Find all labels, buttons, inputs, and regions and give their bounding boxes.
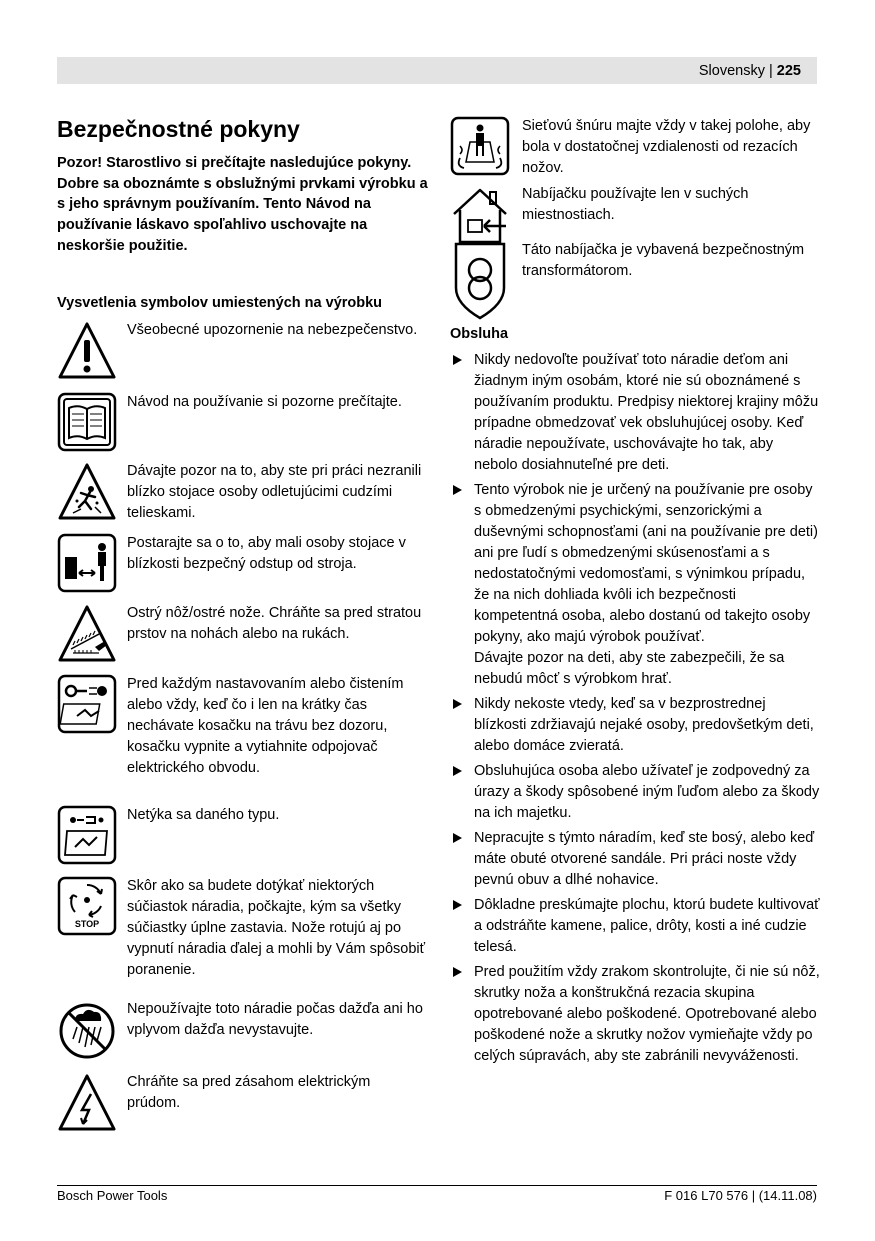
list-item-note: Dávajte pozor na deti, aby ste zabezpečili, že sa nebudú môcť s výrobkom hrať. — [474, 650, 785, 687]
no-rain-icon — [57, 999, 117, 1059]
symbol-text: Nabíjačku používajte len v suchých miestnostiach. — [522, 186, 749, 223]
warning-paragraph: Pozor! Starostlivo si prečítajte nasledujúce pokyny. Dobre sa oboznámte s obslužnými prvkami výrobku a s jeho správnym používaním. Tento Návod na používanie láskavo spoľahlivo uschovajte na neskoršie použitie. — [57, 155, 428, 254]
symbol-text: Návod na používanie si pozorne prečítajte. — [127, 394, 402, 410]
operation-heading: Obsluha — [450, 326, 509, 342]
stop-rotation-icon — [57, 876, 117, 936]
list-item: Pred použitím vždy zrakom skontrolujte, či nie sú nôž, skrutky noža a konštrukčná rezacia skupina opotrebované alebo poškodené. Opotrebované alebo poškodené nože a skrutky nožov vymieňajte vždy po celých súpravách, aby ste zabránili nevyváženosti. — [450, 962, 820, 1067]
bullet-arrow-icon — [453, 355, 462, 365]
bullet-arrow-icon — [453, 485, 462, 495]
symbol-text: Sieťovú šnúru majte vždy v takej polohe, aby bola v dostatočnej vzdialenosti od rezacích nožov. — [522, 118, 811, 176]
symbol-text: Pred každým nastavovaním alebo čistením alebo vždy, keď čo i len na krátky čas nechávate kosačku na trávu bez dozoru, kosačku vypnite a vytiahnite odpojovač elektrického obvodu. — [127, 676, 404, 776]
list-item: Dôkladne preskúmajte plochu, ktorú budete kultivovať a odstráňte kamene, palice, drôty, kosti a iné cudzie telesá. — [450, 895, 820, 958]
operation-list — [450, 350, 820, 1071]
symbol-text: Chráňte sa pred zásahom elektrickým prúdom. — [127, 1074, 371, 1111]
bullet-arrow-icon — [453, 967, 462, 977]
symbol-text: Postarajte sa o to, aby mali osoby stojace v blízkosti bezpečný odstup od stroja. — [127, 535, 406, 572]
general-warning-icon — [57, 320, 117, 380]
header-separator: | — [768, 63, 773, 79]
header-language: Slovensky — [698, 63, 765, 79]
thrown-objects-icon — [57, 461, 117, 521]
symbol-text: Táto nabíjačka je vybavená bezpečnostným transformátorom. — [522, 242, 805, 279]
footer-divider — [57, 1185, 817, 1186]
page-header-text — [699, 62, 801, 80]
symbols-list — [57, 0, 429, 1180]
symbol-text: Nepoužívajte toto náradie počas dažďa ani ho vplyvom dažďa nevystavujte. — [127, 1001, 423, 1038]
bullet-arrow-icon — [453, 766, 462, 776]
list-item: Tento výrobok nie je určený na používanie pre osoby s obmedzenými psychickými, senzorickými a duševnými schopnosťami (ani na používanie pre deti) ani pre ľudí s obmedzenými skúsenosťami a s nedostatočnými vedomosťami, s výnimkou prípadu, že na nich dohliada kvôli ich bezpečnosti kompetentná osoba, alebo dostanú od takejto osoby pokyny, ako majú výrobok používať. Dávajte pozor na deti, aby ste zabezpečili, že sa nebudú môcť s výrobkom hrať. — [450, 480, 820, 690]
bullet-arrow-icon — [453, 900, 462, 910]
page-title: Bezpečnostné pokyny — [57, 116, 300, 142]
bullet-arrow-icon — [453, 833, 462, 843]
manual-book-icon — [57, 392, 117, 452]
electric-shock-icon — [57, 1072, 117, 1132]
page-number: 225 — [776, 63, 801, 79]
stop-label: STOP — [74, 919, 100, 929]
sharp-blades-icon — [57, 603, 117, 663]
list-item: Obsluhujúca osoba alebo užívateľ je zodpovedný za úrazy a škody spôsobené iným ľuďom alebo za škody na ich majetku. — [450, 761, 820, 824]
symbol-text: Dávajte pozor na to, aby ste pri práci nezranili blízko stojace osoby odletujúcimi cudzími telieskami. — [127, 463, 422, 521]
list-item: Nepracujte s týmto náradím, keď ste bosý, alebo keď máte obuté otvorené sandále. Pri práci noste vždy pevnú obuv a dlhé nohavice. — [450, 828, 820, 891]
footer-publisher: Bosch Power Tools — [57, 1188, 168, 1203]
cable-distance-icon — [450, 116, 510, 176]
symbol-text: Netýka sa daného typu. — [127, 807, 280, 823]
symbol-text: Všeobecné upozornenie na nebezpečenstvo. — [127, 322, 418, 338]
indoor-use-icon — [450, 184, 510, 244]
bullet-arrow-icon — [453, 699, 462, 709]
safety-distance-icon — [57, 533, 117, 593]
symbols-heading: Vysvetlenia symbolov umiestených na výrobku — [57, 295, 383, 311]
safety-transformer-icon — [450, 240, 510, 320]
disconnect-key-icon — [57, 674, 117, 734]
footer-doc-id: F 016 L70 576 | (14.11.08) — [664, 1188, 817, 1203]
symbol-text: Skôr ako sa budete dotýkať niektorých súčiastok náradia, počkajte, kým sa všetky súčiastky úplne zastavia. Nože rotujú aj po vypnutí náradia ďalej a mohli by Vám spôsobiť poranenie. — [127, 878, 426, 978]
key-manual-icon — [57, 805, 117, 865]
symbol-text: Ostrý nôž/ostré nože. Chráňte sa pred stratou prstov na nohách alebo na rukách. — [127, 605, 422, 642]
list-item: Nikdy nekoste vtedy, keď sa v bezprostrednej blízkosti zdržiavajú nejaké osoby, predovšetkým deti, alebo domáce zvieratá. — [450, 694, 820, 757]
list-item: Nikdy nedovoľte používať toto náradie deťom ani žiadnym iným osobám, ktoré nie sú oboznámené s používaním produktu. Predpisy niektorej krajiny môžu prípadne obmedzovať vek obsluhujúcej osoby. Keď náradie nepoužívate, uschovávajte ho tak, aby nebolo dosiahnuteľné pre deti. — [450, 350, 820, 476]
